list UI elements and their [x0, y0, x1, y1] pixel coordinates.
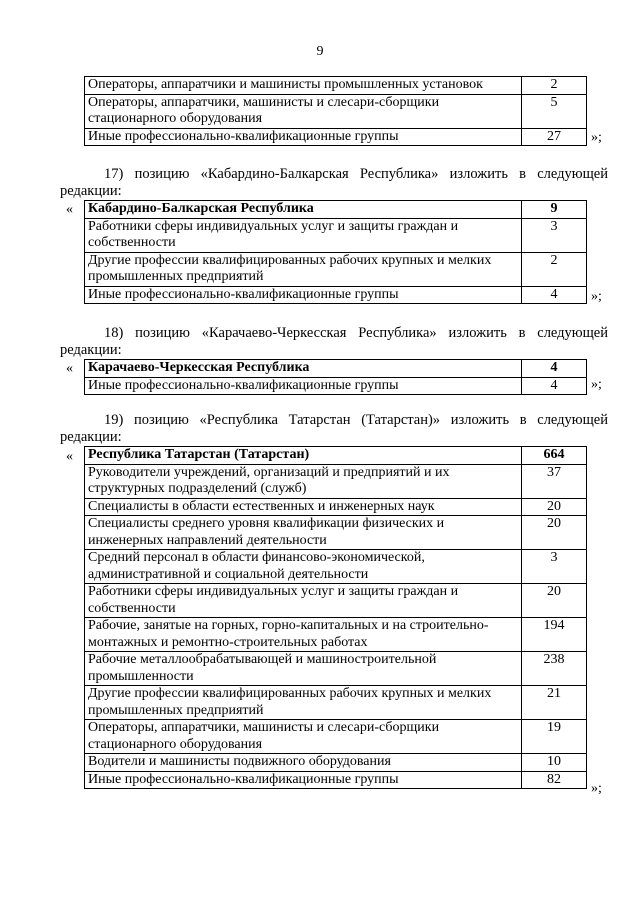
region-total: 9	[522, 201, 587, 219]
row-label: Специалисты среднего уровня квалификации физических и инженерных направлений деятельности	[85, 516, 522, 550]
table-row	[85, 77, 587, 95]
item-17-line2: редакции:	[60, 183, 122, 199]
region-name: Кабардино-Балкарская Республика	[85, 201, 522, 219]
table-continuation	[84, 76, 587, 146]
table-row	[85, 652, 587, 686]
row-label: Другие профессии квалифицированных рабочих крупных и мелких промышленных предприятий	[85, 686, 522, 720]
opening-quote: «	[66, 361, 73, 376]
closing-quote: »;	[591, 377, 602, 392]
row-value: 3	[522, 550, 587, 584]
row-value: 21	[522, 686, 587, 720]
row-label: Водители и машинисты подвижного оборудования	[85, 754, 522, 772]
row-value: 2	[522, 77, 587, 95]
row-value: 20	[522, 498, 587, 516]
closing-quote: »;	[591, 130, 602, 145]
table-row	[85, 286, 587, 304]
row-label: Другие профессии квалифицированных рабочих крупных и мелких промышленных предприятий	[85, 252, 522, 286]
row-label: Специалисты в области естественных и инженерных наук	[85, 498, 522, 516]
row-value: 194	[522, 618, 587, 652]
table-karachay-cherkessia	[84, 359, 587, 395]
row-value: 4	[522, 286, 587, 304]
row-label: Рабочие, занятые на горных, горно-капитальных и на строительно-монтажных и ремонтно-строительных работах	[85, 618, 522, 652]
table-row	[85, 720, 587, 754]
row-label: Работники сферы индивидуальных услуг и защиты граждан и собственности	[85, 584, 522, 618]
region-name: Республика Татарстан (Татарстан)	[85, 447, 522, 465]
row-value: 238	[522, 652, 587, 686]
table-row	[85, 252, 587, 286]
row-value: 20	[522, 516, 587, 550]
table-row	[85, 128, 587, 146]
region-total: 4	[522, 360, 587, 378]
row-value: 4	[522, 377, 587, 395]
row-label: Руководители учреждений, организаций и предприятий и их структурных подразделений (служб)	[85, 464, 522, 498]
row-value: 19	[522, 720, 587, 754]
table-row	[85, 584, 587, 618]
table-row	[85, 618, 587, 652]
table-row	[85, 218, 587, 252]
row-value: 2	[522, 252, 587, 286]
row-label: Операторы, аппаратчики и машинисты промышленных установок	[85, 77, 522, 95]
closing-quote: »;	[591, 781, 602, 796]
row-label: Операторы, аппаратчики, машинисты и слесари-сборщики стационарного оборудования	[85, 94, 522, 128]
item-18-line1: 18) позицию «Карачаево-Черкесская Республика» изложить в следующей	[104, 325, 608, 341]
row-value: 82	[522, 771, 587, 789]
row-label: Работники сферы индивидуальных услуг и защиты граждан и собственности	[85, 218, 522, 252]
row-value: 10	[522, 754, 587, 772]
item-19-line1: 19) позицию «Республика Татарстан (Татарстан)» изложить в следующей	[104, 412, 608, 428]
item-19-line2: редакции:	[60, 429, 122, 445]
row-value: 37	[522, 464, 587, 498]
row-label: Иные профессионально-квалификационные группы	[85, 286, 522, 304]
table-row	[85, 771, 587, 789]
page-number: 9	[316, 44, 324, 59]
table-header-row	[85, 447, 587, 465]
row-label: Рабочие металлообрабатывающей и машиностроительной промышленности	[85, 652, 522, 686]
row-value: 27	[522, 128, 587, 146]
region-total: 664	[522, 447, 587, 465]
region-name: Карачаево-Черкесская Республика	[85, 360, 522, 378]
row-label: Средний персонал в области финансово-экономической, административной и социальной деятельности	[85, 550, 522, 584]
row-label: Иные профессионально-квалификационные группы	[85, 771, 522, 789]
table-row	[85, 464, 587, 498]
item-18-line2: редакции:	[60, 342, 122, 358]
row-value: 5	[522, 94, 587, 128]
opening-quote: «	[66, 202, 73, 217]
table-row	[85, 516, 587, 550]
item-17-text	[60, 166, 608, 200]
row-value: 20	[522, 584, 587, 618]
table-row	[85, 686, 587, 720]
table-tatarstan	[84, 446, 587, 789]
opening-quote: «	[66, 449, 73, 464]
row-label: Иные профессионально-квалификационные группы	[85, 377, 522, 395]
closing-quote: »;	[591, 289, 602, 304]
table-header-row	[85, 360, 587, 378]
item-17-line1: 17) позицию «Кабардино-Балкарская Республика» изложить в следующей	[104, 166, 608, 182]
table-row	[85, 754, 587, 772]
item-19-text	[60, 412, 608, 446]
table-row	[85, 550, 587, 584]
table-kabardino-balkaria	[84, 200, 587, 304]
item-18-text	[60, 325, 608, 359]
row-label: Операторы, аппаратчики, машинисты и слесари-сборщики стационарного оборудования	[85, 720, 522, 754]
table-row	[85, 498, 587, 516]
table-row	[85, 94, 587, 128]
row-label: Иные профессионально-квалификационные группы	[85, 128, 522, 146]
table-header-row	[85, 201, 587, 219]
row-value: 3	[522, 218, 587, 252]
table-row	[85, 377, 587, 395]
